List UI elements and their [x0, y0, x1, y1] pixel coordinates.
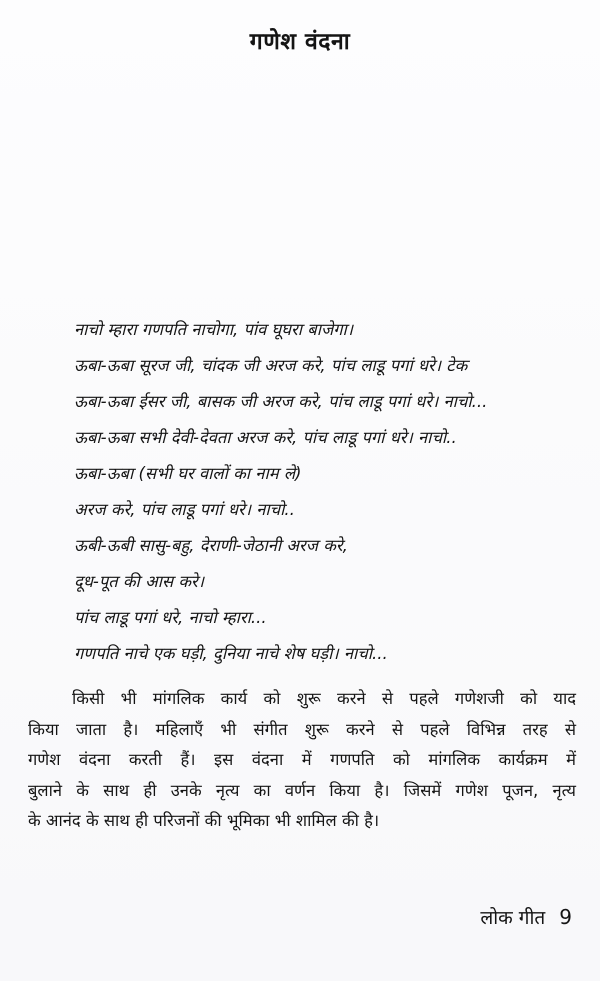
verse-line: अरज करे, पांच लाडू पगां धरे। नाचो.. — [74, 500, 295, 519]
page-number: 9 — [559, 905, 572, 929]
verse-line: नाचो म्हारा गणपति नाचोगा, पांव घूघरा बाजेगा। — [74, 320, 354, 339]
verse-line: ऊबा-ऊबा ईसर जी, बासक जी अरज करे, पांच लाडू पगां धरे। नाचो... — [74, 392, 488, 411]
verse-line: ऊबा-ऊबा सभी देवी-देवता अरज करे, पांच लाडू पगां धरे। नाचो.. — [74, 428, 457, 447]
paragraph-line: किसी भी मांगलिक कार्य को शुरू करने से पहले गणेशजी को याद — [72, 689, 576, 708]
verse-line: गणपति नाचे एक घड़ी, दुनिया नाचे शेष घड़ी। नाचो... — [74, 644, 388, 663]
verse-line: ऊबा-ऊबा सूरज जी, चांदक जी अरज करे, पांच लाडू पगां धरे। टेक — [74, 356, 468, 375]
paragraph-line: बुलाने के साथ ही उनके नृत्य का वर्णन किया है। जिसमें गणेश पूजन, नृत्य — [28, 780, 576, 800]
verse-line: ऊबी-ऊबी सासु-बहु, देराणी-जेठानी अरज करे, — [74, 536, 348, 555]
verse-line: पांच लाडू पगां धरे, नाचो म्हारा... — [74, 608, 267, 627]
explanation-paragraph — [28, 684, 576, 837]
paragraph-line: गणेश वंदना करती हैं। इस वंदना में गणपति को मांगलिक कार्यक्रम में — [28, 750, 576, 769]
paragraph-line: के आनंद के साथ ही परिजनों की भूमिका भी शामिल की है। — [28, 811, 380, 830]
book-title: लोक गीत — [480, 907, 546, 929]
verse-line: ऊबा-ऊबा (सभी घर वालों का नाम ले) — [74, 464, 302, 483]
page-title: गणेश वंदना — [249, 29, 351, 55]
verse-line: दूध-पूत की आस करे। — [74, 572, 205, 591]
song-verse — [74, 312, 574, 672]
paragraph-line: किया जाता है। महिलाएँ भी संगीत शुरू करने से पहले विभिन्न तरह से — [28, 719, 576, 739]
page-footer — [480, 904, 572, 930]
